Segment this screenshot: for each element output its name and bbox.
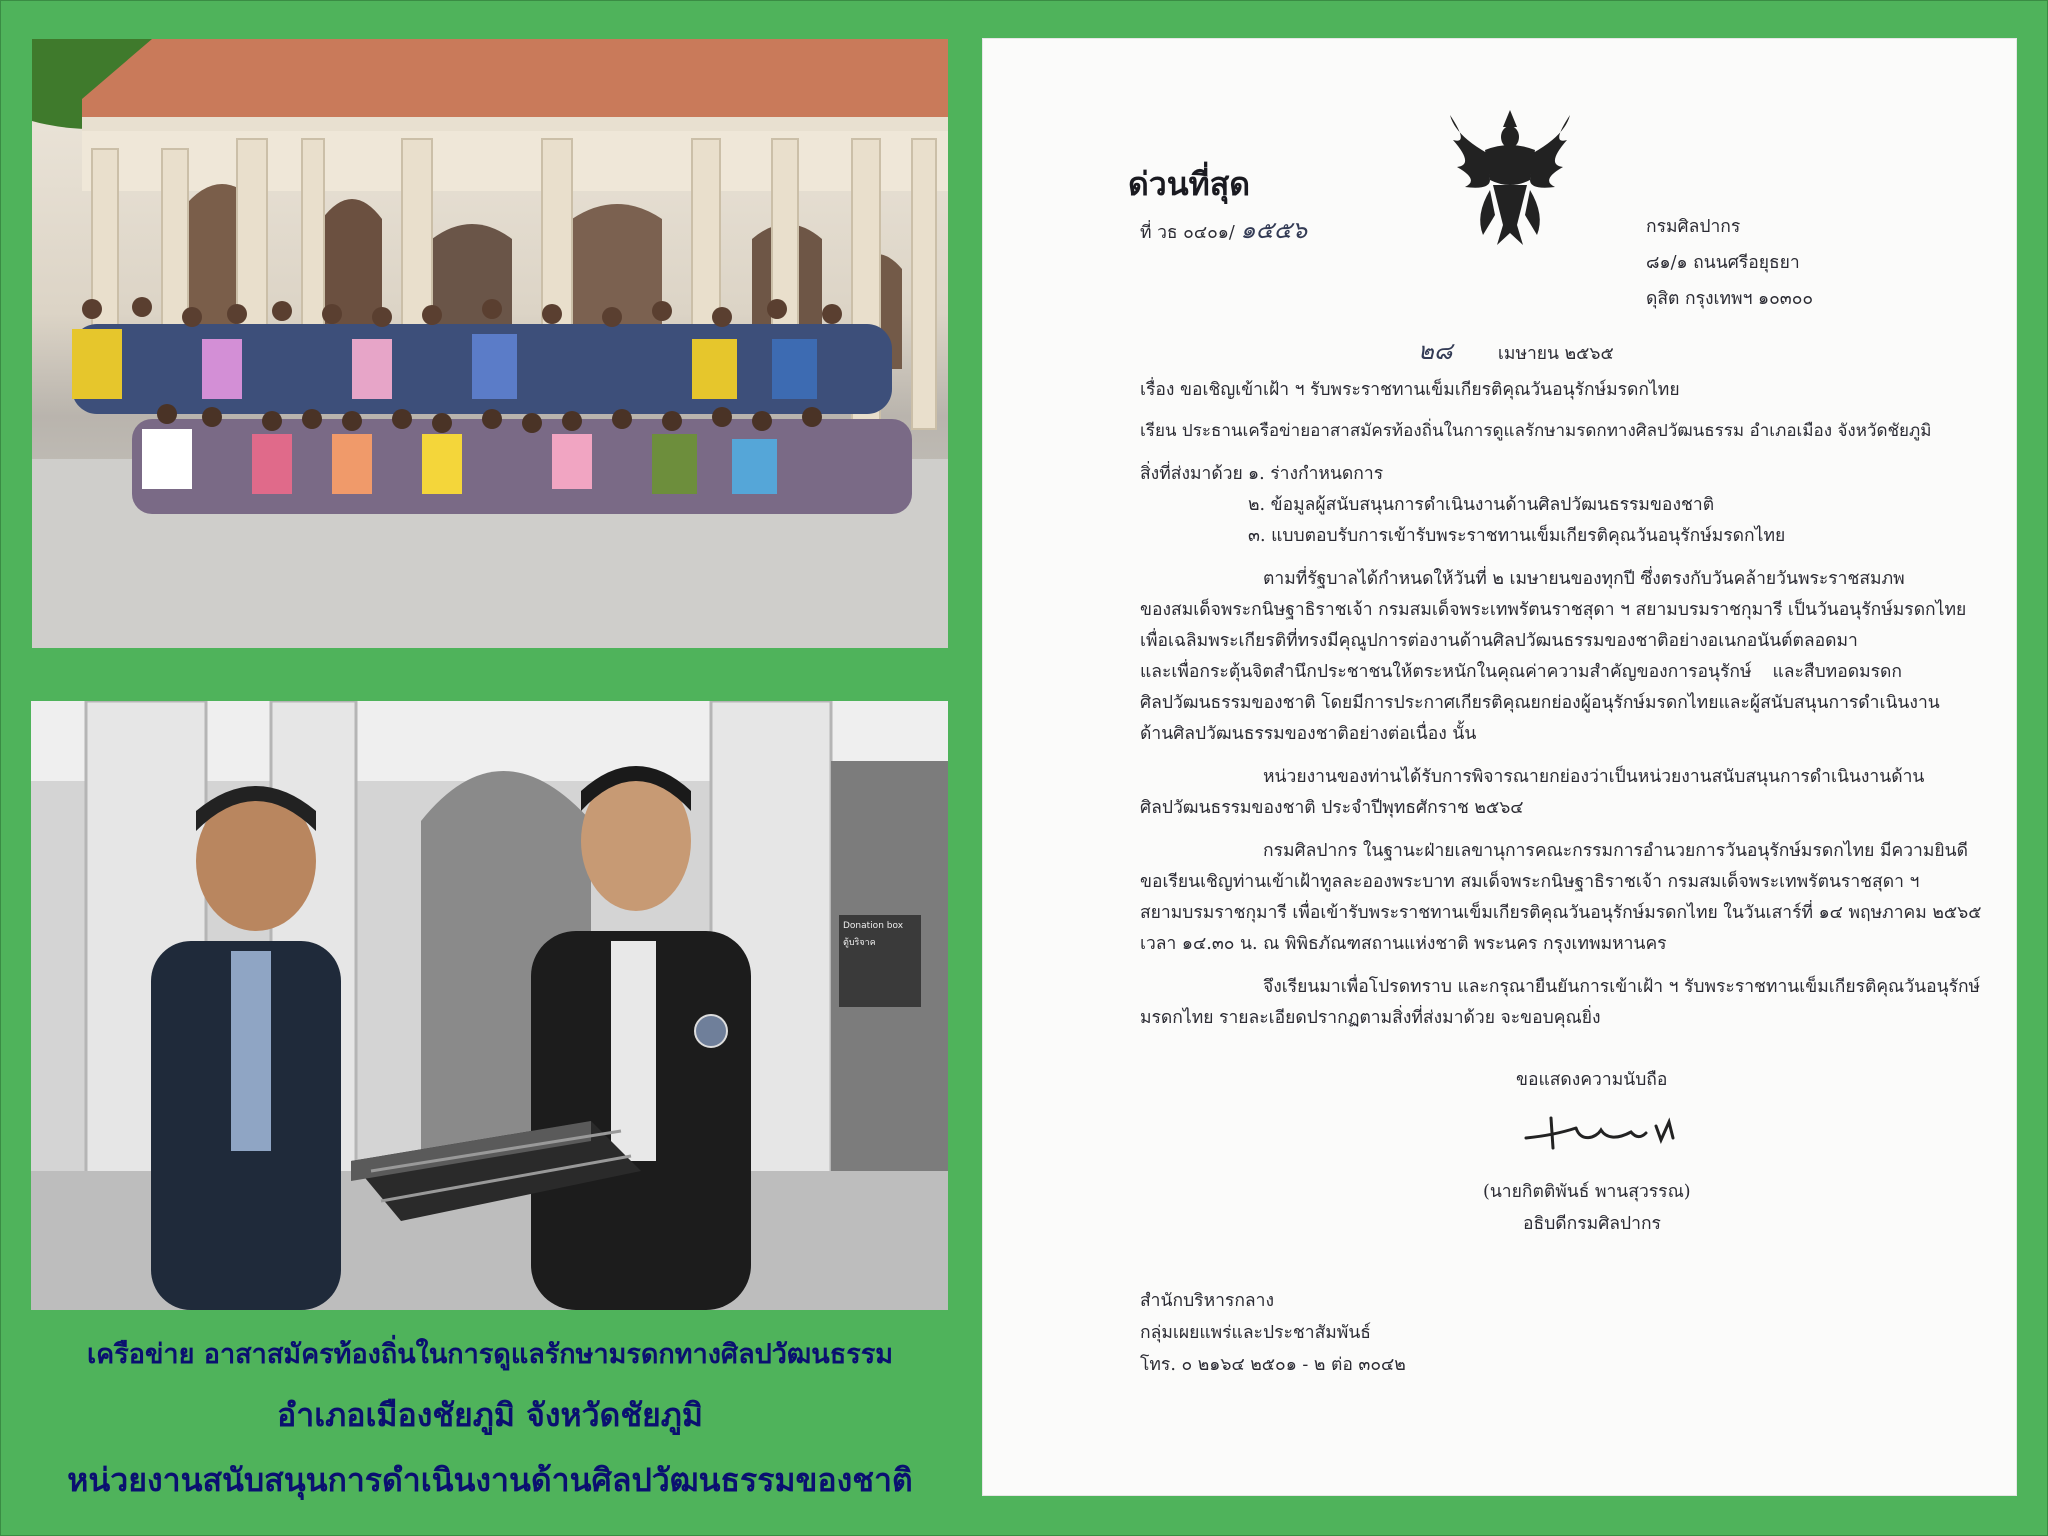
urgent-stamp: ด่วนที่สุด <box>1128 165 1251 203</box>
reference-prefix: ที่ วธ ๐๔๐๑/ <box>1140 223 1235 243</box>
letter-date <box>1418 331 1614 370</box>
footer-phone: โทร. ๐ ๒๑๖๔ ๒๕๐๑ - ๒ ต่อ ๓๐๔๒ <box>1140 1355 1406 1375</box>
pavilion-roof <box>82 39 948 119</box>
people-front-row <box>132 419 912 514</box>
para3-line: สยามบรมราชกุมารี เพื่อเข้ารับพระราชทานเข็มเกียรติคุณวันอนุรักษ์มรดกไทย ในวันเสาร์ที่ ๑๔ พฤษภาคม ๒๕๖๕ <box>1140 903 1982 923</box>
sender-address-1: กรมศิลปากร <box>1646 217 1741 237</box>
caption-line-3: หน่วยงานสนับสนุนการดำเนินงานด้านศิลปวัฒนธรรมของชาติ <box>67 1461 913 1499</box>
footer-office: สำนักบริหารกลาง <box>1140 1291 1275 1311</box>
para3-line: เวลา ๑๔.๓๐ น. ณ พิพิธภัณฑสถานแห่งชาติ พระนคร กรุงเทพมหานคร <box>1140 934 1667 954</box>
enclosure-3: ๓. แบบตอบรับการเข้ารับพระราชทานเข็มเกียรติคุณวันอนุรักษ์มรดกไทย <box>1248 526 1786 546</box>
official-letter <box>983 39 2016 1495</box>
enclosure-2: ๒. ข้อมูลผู้สนับสนุนการดำเนินงานด้านศิลปวัฒนธรรมของชาติ <box>1248 495 1715 515</box>
sender-address-2: ๘๑/๑ ถนนศรีอยุธยา <box>1646 253 1800 273</box>
signer-title: อธิบดีกรมศิลปากร <box>1523 1214 1661 1234</box>
enclosure-1: ๑. ร่างกำหนดการ <box>1248 464 1384 484</box>
people-back-row <box>72 324 892 414</box>
date-day-handwritten: ๒๘ <box>1418 337 1453 365</box>
garuda-emblem-icon <box>1445 105 1575 250</box>
handover-photo <box>31 701 948 1310</box>
para1-line: เพื่อเฉลิมพระเกียรติที่ทรงมีคุณูปการต่องานด้านศิลปวัฒนธรรมของชาติอย่างอเนกอนันต์ตลอดมา <box>1140 631 1858 651</box>
para1-line: ด้านศิลปวัฒนธรรมของชาติอย่างต่อเนื่อง นั้น <box>1140 724 1477 744</box>
para4-line: มรดกไทย รายละเอียดปรากฏตามสิ่งที่ส่งมาด้วย จะขอบคุณยิ่ง <box>1140 1008 1601 1028</box>
caption-line-2: อำเภอเมืองชัยภูมิ จังหวัดชัยภูมิ <box>277 1396 703 1434</box>
ceiling <box>82 131 948 191</box>
sender-address-3: ดุสิต กรุงเทพฯ ๑๐๓๐๐ <box>1646 289 1814 309</box>
para2-line: หน่วยงานของท่านได้รับการพิจารณายกย่องว่าเป็นหน่วยงานสนับสนุนการดำเนินงานด้าน <box>1263 767 1925 787</box>
donation-sign-title: Donation box <box>843 921 904 931</box>
subject-line: เรื่อง ขอเชิญเข้าเฝ้า ฯ รับพระราชทานเข็มเกียรติคุณวันอนุรักษ์มรดกไทย <box>1140 380 1680 400</box>
signer-name: (นายกิตติพันธ์ พานสุวรรณ) <box>1483 1182 1691 1202</box>
donation-sign-subtitle: ตู้บริจาค <box>843 938 876 948</box>
enclosure-label: สิ่งที่ส่งมาด้วย <box>1140 464 1243 484</box>
caption-line-1: เครือข่าย อาสาสมัครท้องถิ่นในการดูแลรักษามรดกทางศิลปวัฒนธรรม <box>86 1339 894 1370</box>
closing: ขอแสดงความนับถือ <box>1516 1070 1668 1090</box>
reference-number <box>1140 210 1307 249</box>
footer-division: กลุ่มเผยแพร่และประชาสัมพันธ์ <box>1140 1323 1371 1343</box>
group-photo-drawing <box>32 39 948 648</box>
handover-photo-drawing <box>31 701 948 1310</box>
para4-line: จึงเรียนมาเพื่อโปรดทราบ และกรุณายืนยันการเข้าเฝ้า ฯ รับพระราชทานเข็มเกียรติคุณวันอนุรักษ์ <box>1263 977 1981 997</box>
para1-line: ศิลปวัฒนธรรมของชาติ โดยมีการประกาศเกียรติคุณยกย่องผู้อนุรักษ์มรดกไทยและผู้สนับสนุนการดำเนินงาน <box>1140 693 1940 713</box>
signature-icon <box>1521 1108 1681 1158</box>
para3-line: กรมศิลปากร ในฐานะฝ่ายเลขานุการคณะกรรมการอำนวยการวันอนุรักษ์มรดกไทย มีความยินดี <box>1263 841 1968 861</box>
para2-line: ศิลปวัฒนธรรมของชาติ ประจำปีพุทธศักราช ๒๕๖๔ <box>1140 798 1524 818</box>
para1-line: ของสมเด็จพระกนิษฐาธิราชเจ้า กรมสมเด็จพระเทพรัตนราชสุดา ฯ สยามบรมราชกุมารี เป็นวันอนุรักษ์มรดกไทย <box>1140 600 1967 620</box>
recipient-line: เรียน ประธานเครือข่ายอาสาสมัครท้องถิ่นในการดูแลรักษามรดกทางศิลปวัฒนธรรม อำเภอเมือง จังหวัดชัยภูมิ <box>1140 421 1932 441</box>
roof-eave <box>82 117 948 131</box>
para1-line: ตามที่รัฐบาลได้กำหนดให้วันที่ ๒ เมษายนของทุกปี ซึ่งตรงกับวันคล้ายวันพระราชสมภพ <box>1263 569 1905 589</box>
para1-line: และเพื่อกระตุ้นจิตสำนึกประชาชนให้ตระหนักในคุณค่าความสำคัญของการอนุรักษ์ และสืบทอดมรดก <box>1140 662 1902 682</box>
reference-handwritten: ๑๕๕๖ <box>1240 216 1308 244</box>
date-month-year: เมษายน ๒๕๖๕ <box>1497 344 1614 364</box>
group-photo <box>32 39 948 648</box>
para3-line: ขอเรียนเชิญท่านเข้าเฝ้าทูลละอองพระบาท สมเด็จพระกนิษฐาธิราชเจ้า กรมสมเด็จพระเทพรัตนราชสุดา ฯ <box>1140 872 1920 892</box>
